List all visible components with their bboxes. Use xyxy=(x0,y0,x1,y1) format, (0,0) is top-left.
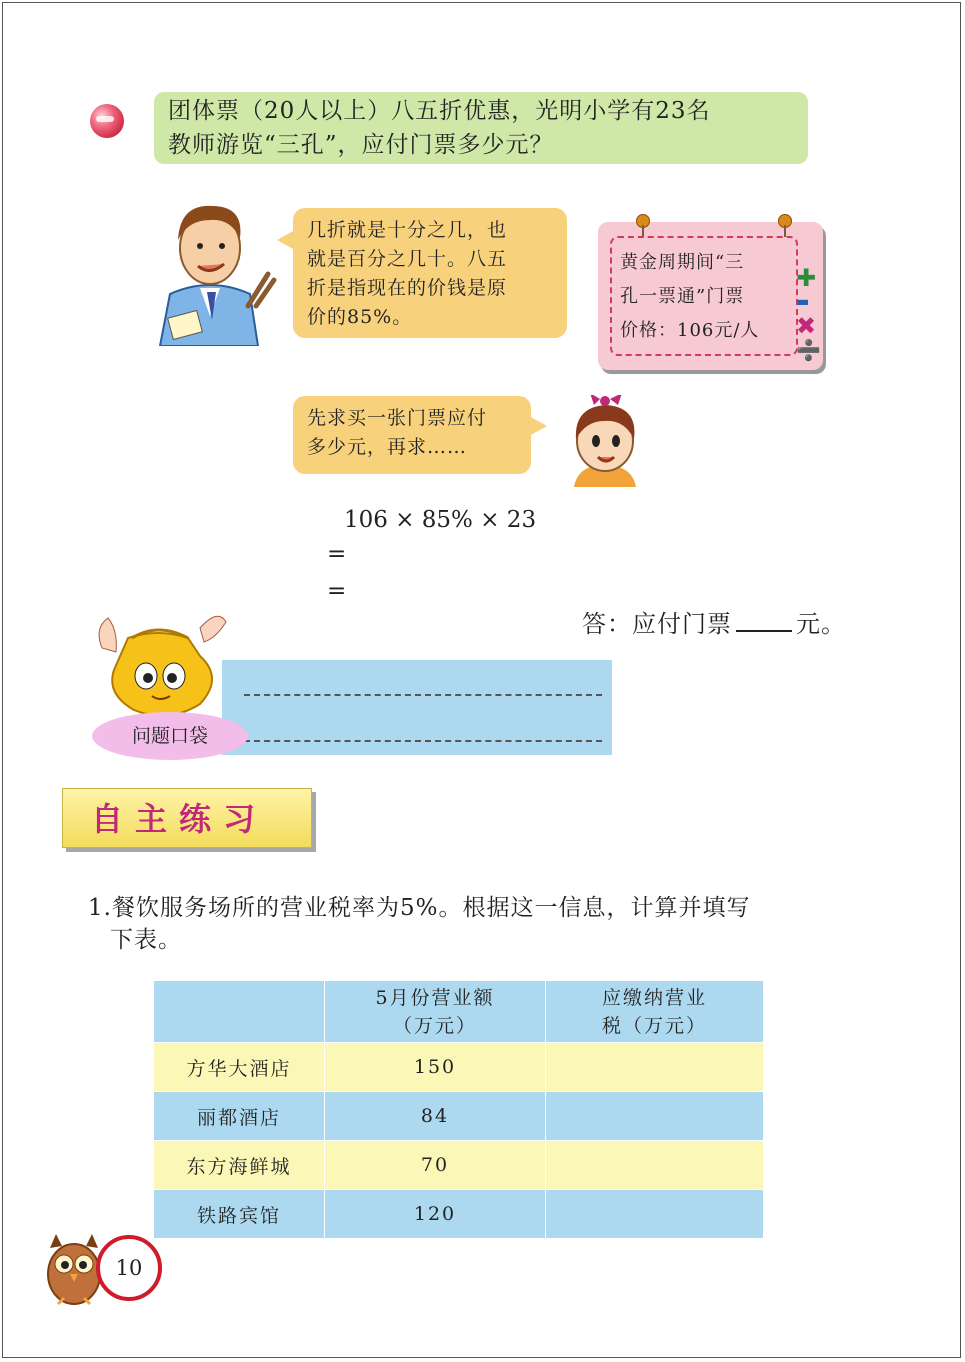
pushpin-icon xyxy=(778,214,792,228)
header-revenue-line-2: （万元） xyxy=(392,1014,477,1037)
problem-statement xyxy=(154,92,808,164)
minus-icon: ▬ xyxy=(796,294,810,310)
teacher-line-4: 价的85%。 xyxy=(307,306,413,328)
notice-line-3: 价格：106元/人 xyxy=(620,320,760,341)
teacher-line-3: 折是指现在的价钱是原 xyxy=(307,277,508,299)
equals-sign: = xyxy=(327,578,347,604)
header-tax-line-1: 应缴纳营业 xyxy=(601,986,707,1009)
teacher-speech-bubble xyxy=(293,208,567,338)
tax-table xyxy=(153,980,764,1239)
tax-cell[interactable] xyxy=(546,1092,764,1141)
writing-line[interactable] xyxy=(244,694,602,696)
girl-speech-bubble xyxy=(293,396,531,474)
teacher-line-1: 几折就是十分之几，也 xyxy=(307,219,508,241)
answer-suffix: 元。 xyxy=(796,610,846,638)
page-number: 10 xyxy=(96,1235,162,1301)
problem-line-2: 教师游览“三孔”，应付门票多少元？ xyxy=(168,132,554,158)
table-row xyxy=(154,1141,764,1190)
girl-line-1: 先求买一张门票应付 xyxy=(307,407,488,429)
section-title: 自主练习 xyxy=(62,788,312,848)
answer-prefix: 答：应付门票 xyxy=(582,610,732,638)
tax-cell[interactable] xyxy=(546,1141,764,1190)
question-pocket-area xyxy=(222,660,612,755)
pocket-mascot xyxy=(88,608,238,728)
tax-cell[interactable] xyxy=(546,1043,764,1092)
revenue-cell: 120 xyxy=(325,1190,546,1239)
business-name: 方华大酒店 xyxy=(154,1043,325,1092)
teacher-illustration xyxy=(140,196,280,346)
divide-icon: ➗ xyxy=(796,338,821,362)
table-header-revenue xyxy=(325,981,546,1043)
business-name: 铁路宾馆 xyxy=(154,1190,325,1239)
revenue-cell: 70 xyxy=(325,1141,546,1190)
writing-line[interactable] xyxy=(244,740,602,742)
business-name: 丽都酒店 xyxy=(154,1092,325,1141)
plus-icon: ✚ xyxy=(796,264,817,292)
table-row xyxy=(154,1043,764,1092)
girl-illustration xyxy=(560,395,650,487)
table-header-blank xyxy=(154,981,325,1043)
table-row xyxy=(154,1092,764,1141)
tax-cell[interactable] xyxy=(546,1190,764,1239)
equals-sign: = xyxy=(327,541,347,567)
header-tax-line-2: 税（万元） xyxy=(601,1014,707,1037)
exercise-line-2: 下表。 xyxy=(110,927,182,953)
notice-text xyxy=(610,236,798,356)
table-row xyxy=(154,1190,764,1239)
exercise-1 xyxy=(88,892,878,956)
table-header-row xyxy=(154,981,764,1043)
revenue-cell: 84 xyxy=(325,1092,546,1141)
header-revenue-line-1: 5月份营业额 xyxy=(375,986,495,1009)
question-pocket-label: 问题口袋 xyxy=(92,712,248,760)
calculation-expression: 106 × 85% × 23 xyxy=(344,507,537,533)
notice-line-2: 孔一票通”门票 xyxy=(620,286,745,307)
business-name: 东方海鲜城 xyxy=(154,1141,325,1190)
exercise-line-1: 餐饮服务场所的营业税率为5%。根据这一信息，计算并填写 xyxy=(111,895,751,921)
multiply-icon: ✖ xyxy=(796,312,817,340)
girl-line-2: 多少元，再求…… xyxy=(307,436,468,458)
table-header-tax xyxy=(546,981,764,1043)
ticket-price-notice xyxy=(598,222,823,370)
bullet-icon xyxy=(90,104,124,138)
answer-line xyxy=(582,604,846,639)
teacher-line-2: 就是百分之几十。八五 xyxy=(307,248,508,270)
exercise-number: 1. xyxy=(88,895,112,921)
problem-line-1: 团体票（20人以上）八五折优惠，光明小学有23名 xyxy=(168,98,711,124)
answer-blank[interactable] xyxy=(736,610,792,632)
pushpin-icon xyxy=(636,214,650,228)
revenue-cell: 150 xyxy=(325,1043,546,1092)
notice-line-1: 黄金周期间“三 xyxy=(620,252,745,273)
